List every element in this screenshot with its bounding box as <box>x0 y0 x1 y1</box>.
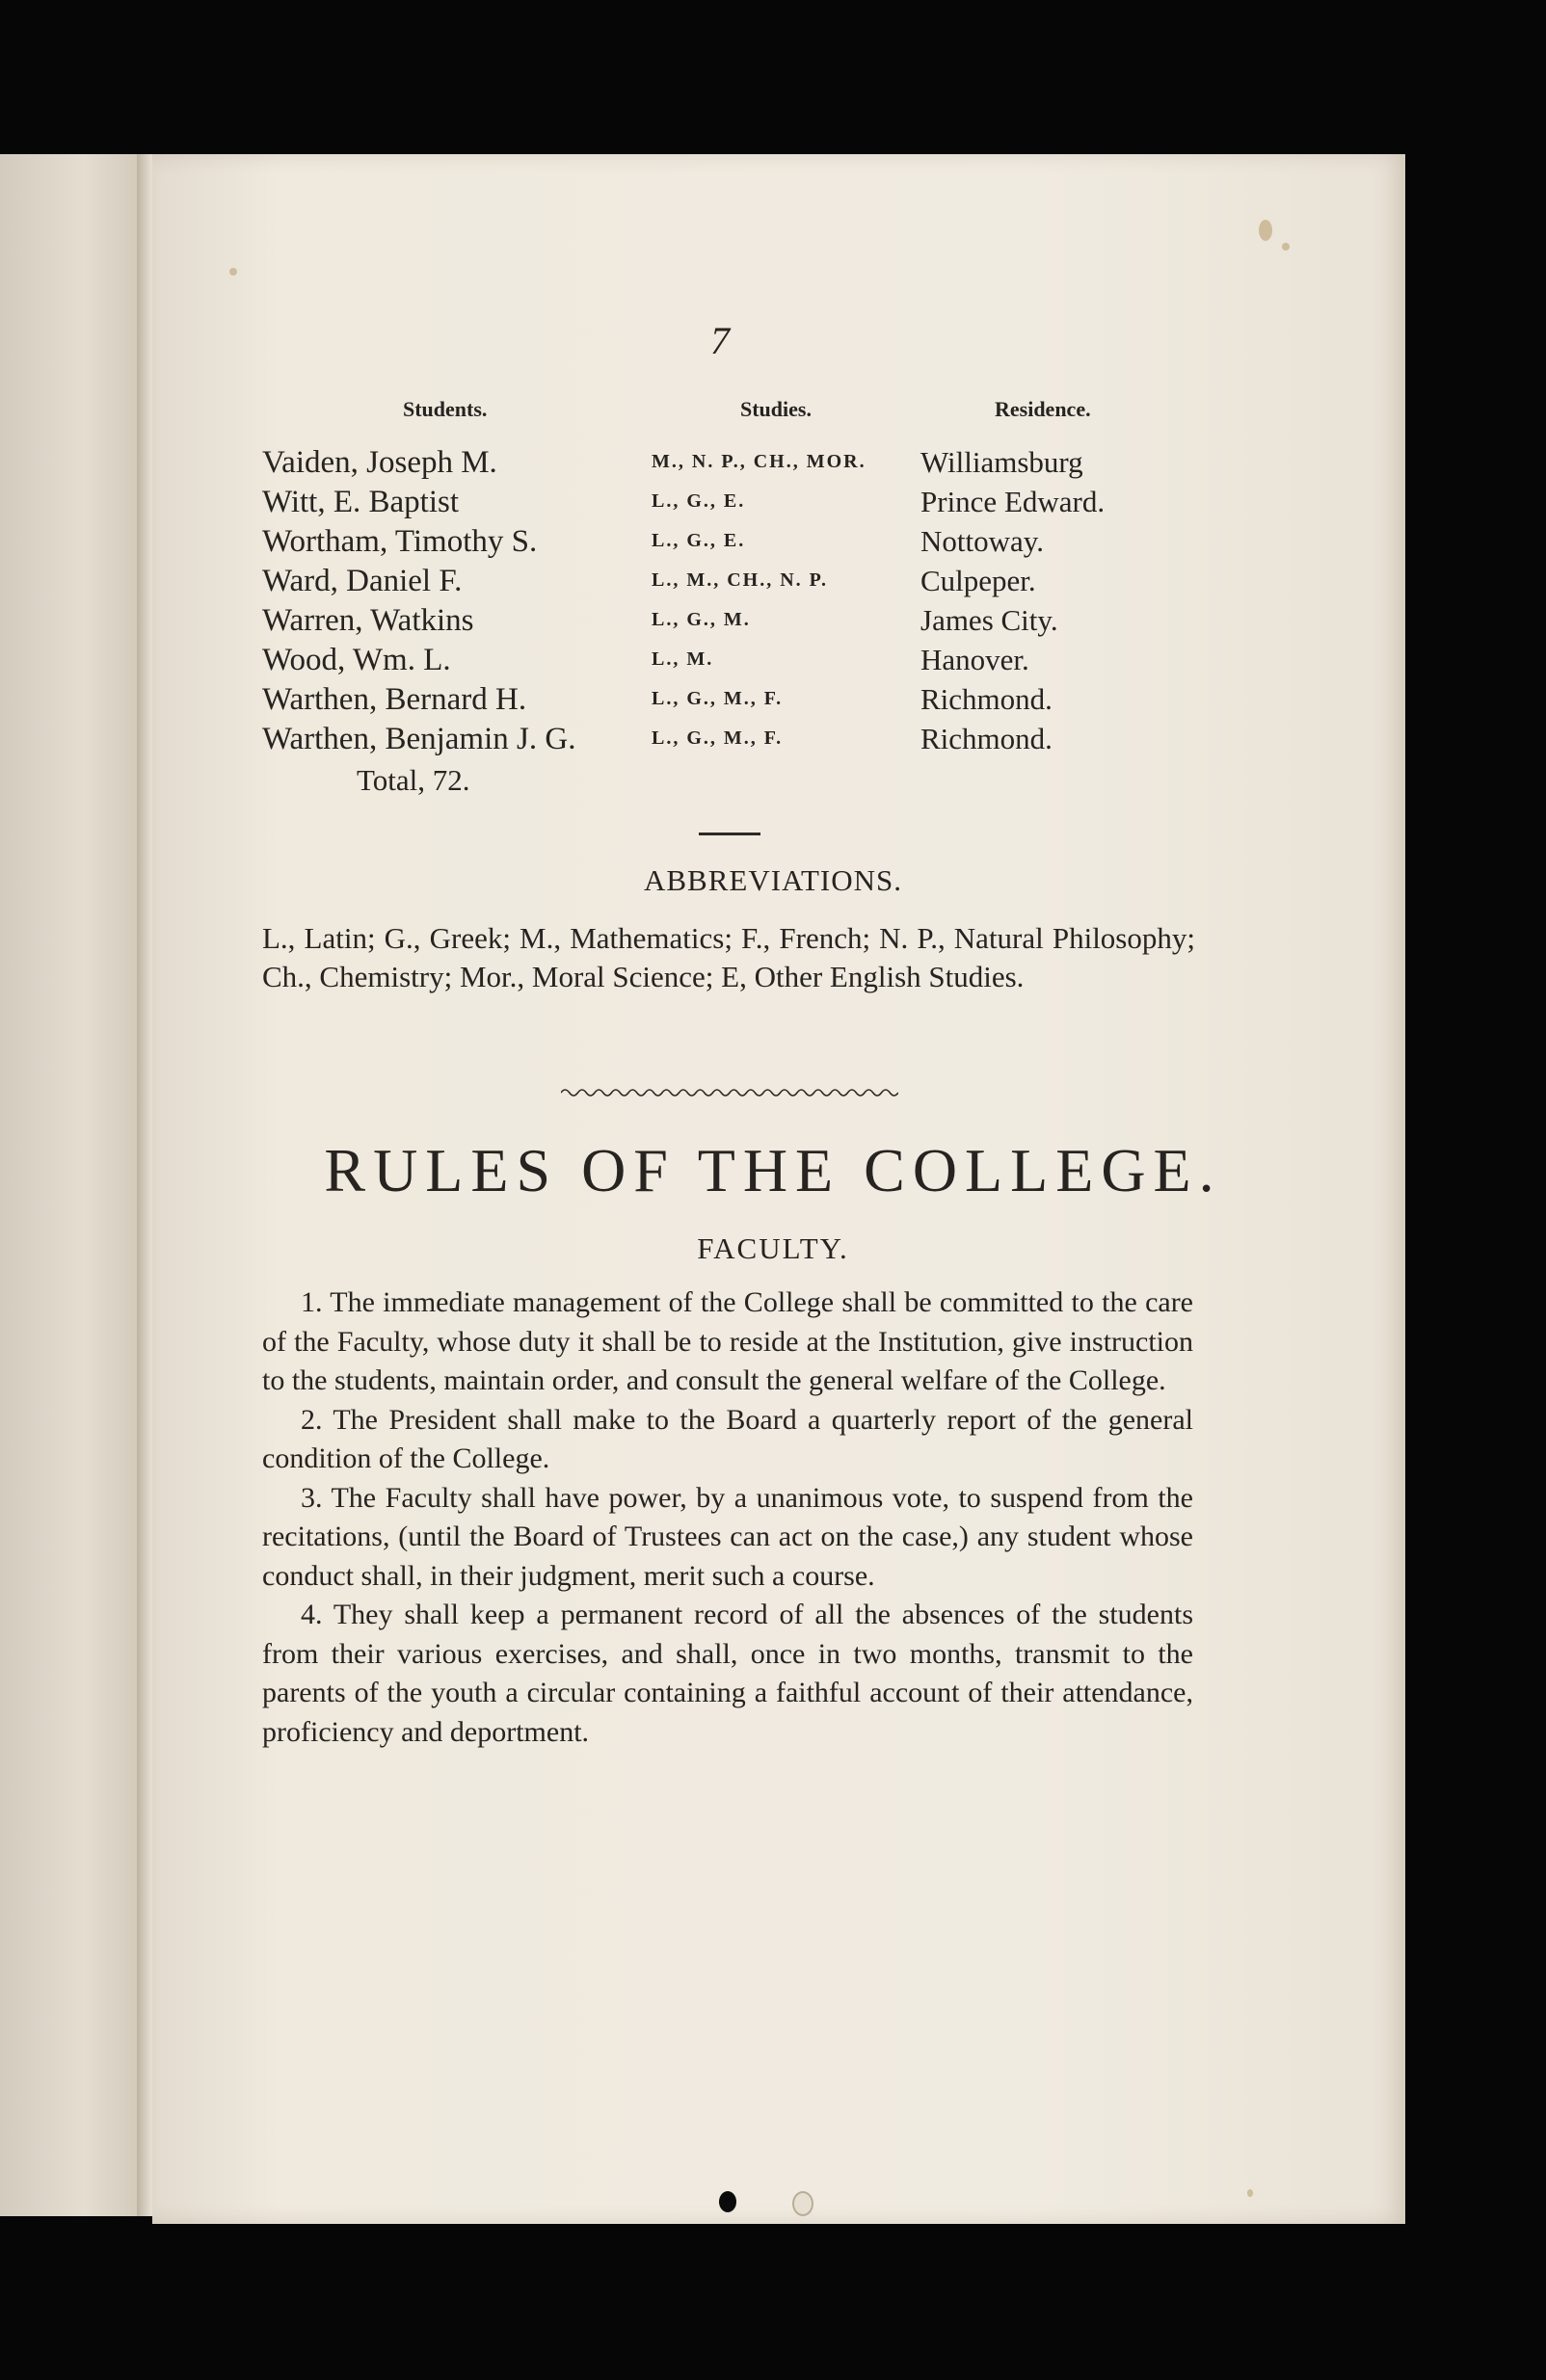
foxing-spot <box>229 268 237 276</box>
stitch-hole <box>719 2191 736 2212</box>
student-name: Vaiden, Joseph M. <box>262 445 497 480</box>
column-header-students: Students. <box>403 397 488 421</box>
student-studies: L., G., M., F. <box>652 688 784 709</box>
abbreviations-heading: ABBREVIATIONS. <box>643 863 903 897</box>
rule-item: 1. The immediate management of the College shall be committed to the care of the Faculty, whose duty it shall be to reside at the Institution, give instruction to the students, maintain order, and consult the general welfare of the College. <box>262 1286 1193 1396</box>
student-studies: L., G., M., F. <box>652 727 784 749</box>
stitch-hole <box>792 2191 813 2216</box>
student-name: Warthen, Bernard H. <box>262 682 527 717</box>
table-row <box>0 722 1546 760</box>
foxing-spot <box>1259 220 1272 241</box>
student-studies: M., N. P., CH., MOR. <box>652 451 866 472</box>
student-name: Wortham, Timothy S. <box>262 524 538 559</box>
student-residence: Hanover. <box>920 643 1029 676</box>
student-residence: Richmond. <box>920 682 1053 716</box>
student-residence: Nottoway. <box>920 524 1044 558</box>
column-header-residence: Residence. <box>995 397 1091 421</box>
student-name: Witt, E. Baptist <box>262 485 459 519</box>
table-row <box>0 445 1546 484</box>
table-row <box>0 564 1546 602</box>
student-residence: Williamsburg <box>920 445 1083 479</box>
table-row <box>0 485 1546 523</box>
student-name: Ward, Daniel F. <box>262 564 463 598</box>
foxing-spot <box>1247 2189 1253 2197</box>
student-name: Warren, Watkins <box>262 603 474 638</box>
student-residence: Prince Edward. <box>920 485 1106 518</box>
student-residence: James City. <box>920 603 1058 637</box>
student-studies: L., G., E. <box>652 530 746 551</box>
rule-item: 3. The Faculty shall have power, by a unanimous vote, to suspend from the recitations, (until the Board of Trustees can act on the case,) any student whose conduct shall, in their judgment, merit such a course. <box>262 1481 1193 1592</box>
student-studies: L., M., CH., N. P. <box>652 569 829 591</box>
table-row <box>0 603 1546 642</box>
student-name: Warthen, Benjamin J. G. <box>262 722 576 756</box>
abbreviations-text: L., Latin; G., Greek; M., Mathematics; F., French; N. P., Natural Philosophy; Ch., Chemistry; Mor., Moral Science; E, Other English Studies. <box>262 921 1195 993</box>
column-header-studies: Studies. <box>740 397 812 421</box>
student-studies: L., M. <box>652 648 714 670</box>
rule-item: 2. The President shall make to the Board a quarterly report of the general condition of the College. <box>262 1403 1193 1474</box>
student-studies: L., G., E. <box>652 490 746 512</box>
table-row <box>0 643 1546 681</box>
page-number: 7 <box>710 319 730 362</box>
student-total: Total, 72. <box>357 763 470 797</box>
student-residence: Richmond. <box>920 722 1053 755</box>
student-studies: L., G., M. <box>652 609 751 630</box>
faculty-subheading: FACULTY. <box>697 1231 849 1265</box>
table-row <box>0 524 1546 563</box>
rule-item: 4. They shall keep a permanent record of all the absences of the students from their various exercises, and shall, once in two months, transmit to the parents of the youth a circular containing a faithful account of their attendance, proficiency and deportment. <box>262 1599 1193 1748</box>
table-row <box>0 682 1546 721</box>
rules-heading: RULES OF THE COLLEGE. <box>324 1136 1222 1204</box>
student-name: Wood, Wm. L. <box>262 643 451 677</box>
foxing-spot <box>1282 243 1290 251</box>
rules-list <box>262 1283 1193 1752</box>
wavy-divider <box>561 1087 898 1098</box>
section-divider <box>699 833 760 835</box>
student-residence: Culpeper. <box>920 564 1036 597</box>
